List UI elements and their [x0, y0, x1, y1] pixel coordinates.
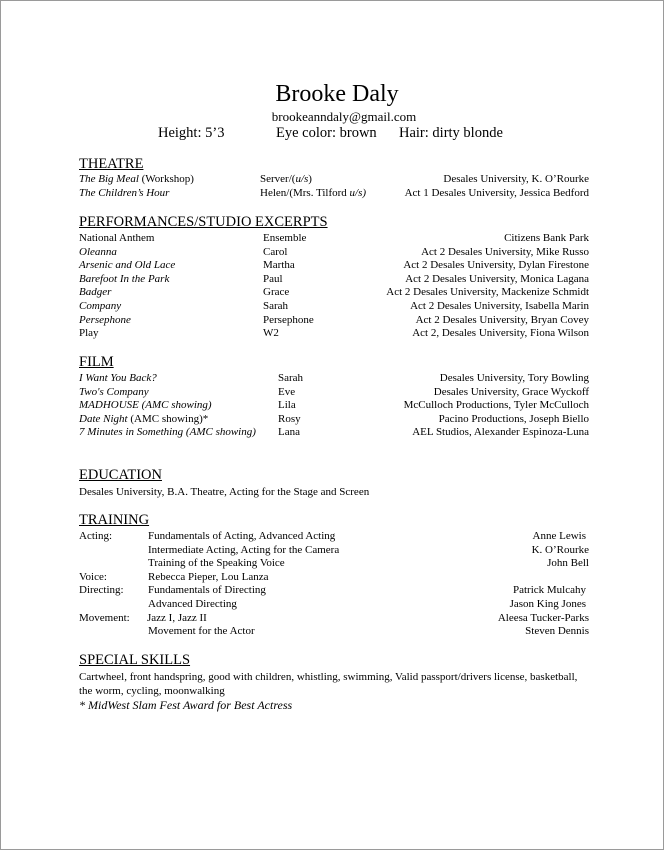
- credit-role: Rosy: [278, 412, 301, 425]
- credit-venue: AEL Studios, Alexander Espinoza-Luna: [412, 426, 589, 439]
- training-row: [79, 625, 589, 639]
- credit-role: Ensemble: [263, 232, 307, 244]
- credit-title: Oleanna: [79, 245, 117, 258]
- credit-title: Arsenic and Old Lace: [79, 259, 176, 272]
- credit-title: Date Night (AMC showing)*: [79, 412, 209, 425]
- performance-row: [79, 327, 589, 341]
- credit-role: Lana: [278, 426, 300, 439]
- credit-title: Company: [79, 299, 122, 312]
- training-course: Training of the Speaking Voice: [148, 557, 285, 570]
- education-text: Desales University, B.A. Theatre, Acting for the Stage and Screen: [79, 486, 370, 498]
- training-teacher: Aleesa Tucker-Parks: [497, 611, 589, 624]
- training-teacher: Steven Dennis: [525, 625, 589, 638]
- training-row: [79, 544, 589, 558]
- film-row: [79, 426, 589, 440]
- education-heading: EDUCATION: [79, 467, 162, 483]
- credit-role: Grace: [263, 286, 290, 299]
- credit-title: Persephone: [79, 313, 131, 326]
- credit-title: The Big Meal (Workshop): [79, 173, 194, 185]
- training-category: Movement:: [79, 611, 130, 624]
- credit-role: Lila: [278, 399, 296, 412]
- training-row: [79, 530, 589, 544]
- credit-venue: Act 2 Desales University, Mackenize Schmidt: [386, 286, 589, 299]
- credit-role: Carol: [263, 245, 288, 258]
- credit-title: 7 Minutes in Something (AMC showing): [79, 426, 256, 439]
- skills-text: Cartwheel, front handspring, good with children, whistling, swimming, Valid passport/drivers license, basketball, the worm, cycling, moonwalking: [79, 671, 578, 697]
- eye-color-stat: Eye color: brown: [276, 125, 377, 141]
- actor-name: Brooke Daly: [275, 81, 399, 107]
- performance-row: [79, 232, 589, 246]
- training-course: Fundamentals of Acting, Advanced Acting: [148, 530, 336, 542]
- credit-venue: Act 2 Desales University, Dylan Firestone: [403, 259, 589, 272]
- film-row: [79, 413, 589, 427]
- credit-title: Badger: [79, 286, 112, 299]
- credit-role: Persephone: [263, 313, 314, 326]
- training-teacher: Anne Lewis: [532, 530, 586, 542]
- film-row: [79, 399, 589, 413]
- training-row: [79, 557, 589, 571]
- film-row: [79, 386, 589, 400]
- email-address[interactable]: brookeanndaly@gmail.com: [271, 109, 417, 124]
- training-teacher: John Bell: [547, 557, 589, 570]
- credit-venue: Act 2 Desales University, Bryan Covey: [415, 313, 589, 326]
- skills-heading: SPECIAL SKILLS: [79, 652, 191, 668]
- award-note: * MidWest Slam Fest Award for Best Actress: [79, 698, 293, 712]
- training-teacher: Jason King Jones: [509, 597, 586, 610]
- performance-row: [79, 286, 589, 300]
- credit-venue: Citizens Bank Park: [504, 232, 589, 244]
- performances-heading: PERFORMANCES/STUDIO EXCERPTS: [79, 214, 328, 230]
- performances-section: [79, 232, 589, 341]
- credit-title: I Want You Back?: [79, 372, 157, 384]
- credit-venue: Desales University, Grace Wyckoff: [433, 385, 589, 398]
- height-stat: Height: 5’3: [158, 125, 225, 141]
- credit-title: Play: [79, 327, 99, 340]
- training-course: Movement for the Actor: [148, 625, 255, 638]
- credit-venue: Desales University, K. O’Rourke: [443, 173, 589, 185]
- training-row: [79, 612, 589, 626]
- training-heading: TRAINING: [79, 512, 150, 528]
- performance-row: [79, 259, 589, 273]
- credit-title: Two's Company: [79, 385, 149, 398]
- credit-role: Helen/(Mrs. Tilford u/s): [260, 186, 367, 199]
- training-teacher: Patrick Mulcahy: [512, 584, 586, 597]
- credit-role: Martha: [263, 259, 295, 272]
- theatre-row: [79, 173, 589, 187]
- training-section: [79, 530, 589, 639]
- credit-venue: Act 1 Desales University, Jessica Bedford: [404, 186, 589, 199]
- credit-venue: Act 2 Desales University, Mike Russo: [421, 245, 589, 258]
- credit-role: Server/(u/s): [260, 173, 312, 185]
- credit-venue: Act 2 Desales University, Monica Lagana: [405, 272, 589, 285]
- credit-venue: Desales University, Tory Bowling: [439, 372, 589, 384]
- performance-row: [79, 314, 589, 328]
- training-course: Intermediate Acting, Acting for the Camera: [148, 543, 340, 556]
- credit-role: Sarah: [263, 299, 289, 312]
- credit-venue: McCulloch Productions, Tyler McCulloch: [403, 399, 589, 412]
- training-row: [79, 584, 589, 598]
- credit-role: W2: [263, 327, 279, 340]
- performance-row: [79, 300, 589, 314]
- training-course: Advanced Directing: [148, 597, 237, 610]
- film-section: [79, 372, 589, 440]
- training-row: [79, 571, 589, 585]
- credit-venue: Act 2, Desales University, Fiona Wilson: [412, 327, 589, 340]
- credit-title: National Anthem: [79, 232, 155, 244]
- training-category: Acting:: [79, 530, 112, 542]
- training-course: Fundamentals of Directing: [148, 584, 266, 597]
- performance-row: [79, 246, 589, 260]
- training-category: Voice:: [79, 570, 107, 583]
- credit-role: Eve: [278, 385, 296, 398]
- credit-title: The Children’s Hour: [79, 186, 170, 199]
- credit-role: Sarah: [278, 372, 304, 384]
- hair-stat: Hair: dirty blonde: [399, 125, 503, 141]
- credit-title: Barefoot In the Park: [79, 272, 170, 285]
- training-row: [79, 598, 589, 612]
- film-heading: FILM: [79, 354, 114, 370]
- credit-role: Paul: [263, 272, 283, 285]
- credit-venue: Act 2 Desales University, Isabella Marin: [410, 299, 589, 312]
- theatre-row: [79, 187, 589, 201]
- theatre-heading: THEATRE: [79, 156, 144, 172]
- credit-title: MADHOUSE (AMC showing): [79, 399, 212, 412]
- film-row: [79, 372, 589, 386]
- training-course: Jazz I, Jazz II: [147, 611, 207, 624]
- training-course: Rebecca Pieper, Lou Lanza: [148, 570, 269, 583]
- theatre-section: [79, 173, 589, 200]
- performance-row: [79, 273, 589, 287]
- training-category: Directing:: [79, 584, 124, 597]
- training-teacher: K. O’Rourke: [531, 543, 589, 556]
- credit-venue: Pacino Productions, Joseph Biello: [438, 412, 589, 425]
